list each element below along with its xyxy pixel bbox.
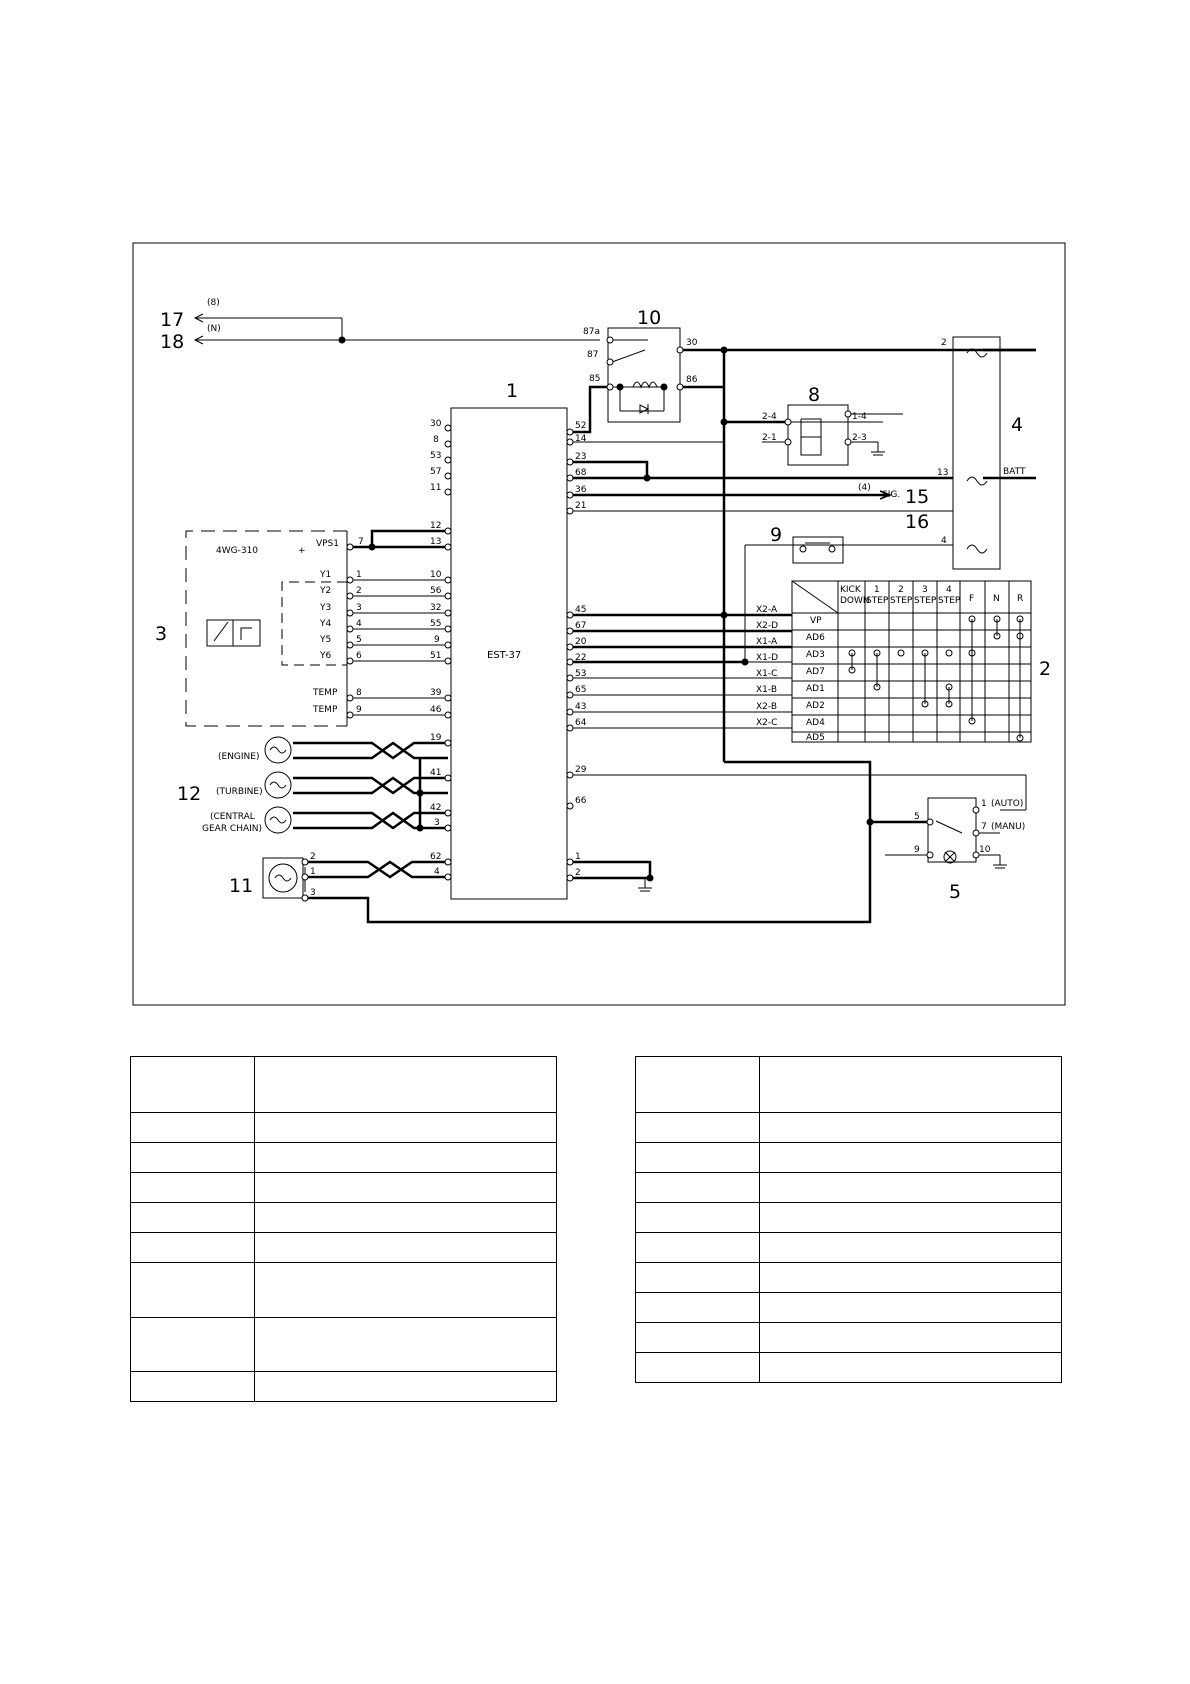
pin-label: 46 [430, 705, 442, 715]
pin-label: 42 [430, 803, 442, 813]
shifter-conn: X1-D [756, 653, 779, 663]
pin-label: 45 [575, 605, 587, 615]
table-cell [636, 1203, 760, 1233]
table-cell [636, 1233, 760, 1263]
pin-label: 11 [430, 483, 442, 493]
ecu-name: EST-37 [487, 650, 522, 661]
table-cell [255, 1173, 557, 1203]
shifter-sig: AD4 [806, 718, 825, 728]
table-cell [760, 1323, 1062, 1353]
table-row [636, 1057, 1062, 1113]
table-cell [760, 1203, 1062, 1233]
mode-pin: 9 [914, 845, 920, 855]
shifter-sig: VP [810, 616, 822, 626]
callout-17: 17 [160, 309, 185, 331]
table-cell [636, 1293, 760, 1323]
signal-8-label: (8) [207, 298, 220, 308]
table-cell [131, 1372, 255, 1402]
callout-5: 5 [949, 881, 962, 903]
table-row [131, 1057, 557, 1113]
table-row [131, 1263, 557, 1318]
pin-label: 12 [430, 521, 442, 531]
valve-output-pin: 2 [356, 586, 362, 596]
vps-pin: 7 [358, 537, 364, 547]
valve-block-name: 4WG-310 [216, 546, 259, 556]
ecu-labels [216, 537, 521, 661]
signal-n-label: (N) [207, 324, 221, 334]
table-row [636, 1263, 1062, 1293]
table-row [636, 1293, 1062, 1323]
table-cell [760, 1113, 1062, 1143]
pin-label: 21 [575, 501, 587, 511]
speed-sensor-pin: 3 [310, 888, 316, 898]
pin-label: 52 [575, 421, 587, 431]
relay-box [608, 328, 680, 422]
pin-label: 19 [430, 733, 442, 743]
mode-pin: 1 [981, 799, 987, 809]
table-cell [636, 1173, 760, 1203]
pin-label: 67 [575, 621, 587, 631]
pin-label: 41 [430, 768, 442, 778]
pin-label: 14 [575, 434, 587, 444]
valve-outputs [312, 570, 362, 715]
fuse-pin: 2 [941, 338, 947, 348]
pin-label: 66 [575, 796, 587, 806]
shifter-header: STEP [866, 596, 889, 606]
callout-3: 3 [155, 623, 168, 645]
pin-label: 3 [434, 818, 440, 828]
sensor-labels [202, 752, 316, 898]
valve-output-label: TEMP [313, 688, 338, 698]
table-row [131, 1143, 557, 1173]
valve-output-pin: 3 [356, 603, 362, 613]
ecu-left-pins [430, 419, 442, 877]
callout-9: 9 [770, 524, 783, 546]
callout-1: 1 [506, 380, 519, 402]
sensor-gear-chain-label: GEAR CHAIN) [202, 824, 263, 834]
table-cell [255, 1233, 557, 1263]
pin-label: 53 [575, 669, 587, 679]
display-pin: 1-4 [852, 412, 867, 422]
fuse-pin: 4 [941, 536, 947, 546]
table-cell [760, 1233, 1062, 1263]
shifter-sig: AD1 [806, 684, 825, 694]
pin-label: 13 [430, 537, 442, 547]
sensor-engine-label: (ENGINE) [218, 752, 260, 762]
shifter-conn: X2-A [756, 605, 778, 615]
table-row [636, 1113, 1062, 1143]
pin-label: 10 [430, 570, 442, 580]
table-cell [760, 1143, 1062, 1173]
sensor-central-label: (CENTRAL [210, 812, 255, 822]
table-cell [255, 1318, 557, 1372]
pin-label: 4 [434, 867, 440, 877]
valve-output-label: Y1 [320, 570, 332, 580]
pin-label: 39 [430, 688, 442, 698]
pin-label: 64 [575, 718, 587, 728]
shifter-header: KICK [840, 585, 861, 595]
table-row [636, 1353, 1062, 1383]
relay-pin: 86 [686, 375, 698, 385]
callout-8: 8 [808, 384, 821, 406]
shifter-conn: X1-B [756, 685, 777, 695]
shifter-header: STEP [890, 596, 913, 606]
sensor-turbine-label: (TURBINE) [216, 787, 263, 797]
pin-label: 56 [430, 586, 442, 596]
mode-pin: 5 [914, 812, 920, 822]
table-row [636, 1173, 1062, 1203]
mode-pin: 10 [979, 845, 991, 855]
valve-output-label: TEMP [313, 705, 338, 715]
pin-label: 43 [575, 702, 587, 712]
relay-pin: 87a [583, 327, 600, 337]
relay-pin: 87 [587, 350, 599, 360]
shifter-conn: X1-C [756, 669, 778, 679]
legend-table-left [130, 1056, 557, 1402]
valve-output-label: Y2 [320, 586, 332, 596]
valve-output-label: Y5 [320, 635, 332, 645]
table-cell [131, 1318, 255, 1372]
callout-10: 10 [637, 307, 662, 329]
pin-label: 62 [430, 852, 442, 862]
table-row [131, 1372, 557, 1402]
pin-label: 55 [430, 619, 442, 629]
shifter-sig: AD6 [806, 633, 825, 643]
shifter-header: 1 [874, 585, 880, 595]
callout-11: 11 [229, 875, 254, 897]
shifter-sig: AD2 [806, 701, 825, 711]
pin-label: 36 [575, 485, 587, 495]
valve-output-pin: 9 [356, 705, 362, 715]
table-cell [636, 1113, 760, 1143]
valve-output-pin: 6 [356, 651, 362, 661]
pin-label: 57 [430, 467, 442, 477]
shifter-header: 3 [922, 585, 928, 595]
table-cell [636, 1323, 760, 1353]
display-pin: 2-4 [762, 412, 777, 422]
valve-output-label: Y6 [320, 651, 332, 661]
pin-label: 32 [430, 603, 442, 613]
shifter-sig: AD5 [806, 733, 825, 743]
diagram-frame [133, 243, 1065, 1005]
pin-label: 8 [433, 435, 439, 445]
pin-label: 53 [430, 451, 442, 461]
gear-display [788, 405, 848, 465]
sig-prefix: (4) [858, 483, 871, 493]
shifter-conn: X2-B [756, 702, 777, 712]
mode-pin: 7 [981, 822, 987, 832]
table-cell [131, 1173, 255, 1203]
shifter-header: STEP [938, 596, 961, 606]
fuse-box [953, 337, 1000, 569]
valve-output-pin: 8 [356, 688, 362, 698]
table-cell [636, 1143, 760, 1173]
table-cell [760, 1263, 1062, 1293]
table-cell [255, 1143, 557, 1173]
pin-label: 20 [575, 637, 587, 647]
table-cell [760, 1353, 1062, 1383]
display-pin: 2-1 [762, 433, 777, 443]
table-cell [131, 1263, 255, 1318]
table-row [636, 1233, 1062, 1263]
table-cell [255, 1057, 557, 1113]
pin-label: 51 [430, 651, 442, 661]
shifter-header: F [969, 594, 975, 604]
relay-pin: 85 [589, 374, 601, 384]
table-row [636, 1143, 1062, 1173]
pin-label: 9 [434, 635, 440, 645]
callout-4: 4 [1011, 414, 1024, 436]
vps-label: VPS1 [316, 539, 340, 549]
table-cell [131, 1113, 255, 1143]
pin-label: 30 [430, 419, 442, 429]
table-cell [131, 1057, 255, 1113]
callout-2: 2 [1039, 658, 1052, 680]
valve-output-label: Y4 [320, 619, 332, 629]
callout-15: 15 [905, 486, 930, 508]
valve-output-label: Y3 [320, 603, 332, 613]
batt-label: BATT [1003, 467, 1026, 477]
table-cell [760, 1173, 1062, 1203]
mode-switch [928, 798, 976, 862]
mode-switch-labels [914, 799, 1025, 855]
valve-plus: + [298, 546, 306, 556]
table-row [131, 1173, 557, 1203]
shifter-header: DOWN [840, 596, 870, 606]
callout-12: 12 [177, 783, 202, 805]
table-cell [131, 1203, 255, 1233]
shifter-sig: AD3 [806, 650, 825, 660]
auto-label: (AUTO) [991, 799, 1024, 809]
table-cell [255, 1203, 557, 1233]
table-cell [131, 1143, 255, 1173]
shifter-header: 4 [946, 585, 952, 595]
table-row [131, 1318, 557, 1372]
relay-pin: 30 [686, 338, 698, 348]
shifter-header: R [1017, 594, 1024, 604]
pin-label: 23 [575, 452, 587, 462]
pin-label: 29 [575, 765, 587, 775]
table-row [636, 1323, 1062, 1353]
pin-label: 22 [575, 653, 587, 663]
table-cell [255, 1113, 557, 1143]
shifter-sig: AD7 [806, 667, 825, 677]
table-cell [760, 1293, 1062, 1323]
shifter-header: STEP [914, 596, 937, 606]
shifter-conn: X2-D [756, 621, 779, 631]
pin-label: 2 [575, 868, 581, 878]
table-row [636, 1203, 1062, 1233]
manu-label: (MANU) [991, 822, 1026, 832]
table-row [131, 1233, 557, 1263]
table-row [131, 1113, 557, 1143]
pin-label: 65 [575, 685, 587, 695]
valve-output-pin: 5 [356, 635, 362, 645]
speed-sensor-pin: 2 [310, 852, 316, 862]
display-pin: 2-3 [852, 433, 867, 443]
legend-table-right [635, 1056, 1062, 1383]
valve-output-pin: 1 [356, 570, 362, 580]
table-cell [636, 1057, 760, 1113]
table-row [131, 1203, 557, 1233]
valve-output-pin: 4 [356, 619, 362, 629]
table-cell [636, 1263, 760, 1293]
pin-label: 1 [575, 852, 581, 862]
table-cell [255, 1263, 557, 1318]
table-cell [636, 1353, 760, 1383]
shifter-header: 2 [898, 585, 904, 595]
sig-label: SIG. [882, 490, 901, 500]
shifter-conn: X1-A [756, 637, 778, 647]
table-cell [255, 1372, 557, 1402]
table-cell [131, 1233, 255, 1263]
speed-sensor-pin: 1 [310, 867, 316, 877]
ecu-right-pins [575, 421, 587, 878]
callout-16: 16 [905, 511, 930, 533]
table-cell [760, 1057, 1062, 1113]
shifter-header: N [993, 594, 1000, 604]
pin-label: 68 [575, 468, 587, 478]
callout-18: 18 [160, 331, 185, 353]
fuse-pin: 13 [937, 468, 949, 478]
shifter-conn: X2-C [756, 718, 778, 728]
